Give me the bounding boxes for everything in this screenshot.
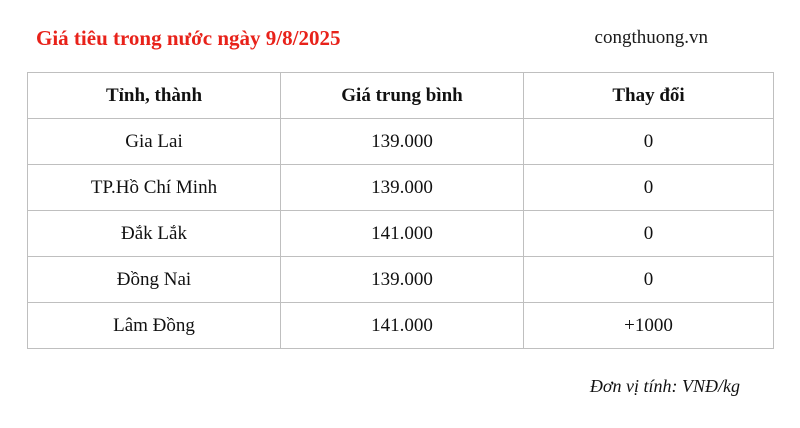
cell-change: 0 <box>524 211 774 257</box>
table-header-row <box>28 73 774 119</box>
cell-province: Đồng Nai <box>28 257 281 303</box>
cell-price: 141.000 <box>281 211 524 257</box>
cell-province: Đắk Lắk <box>28 211 281 257</box>
table-row <box>28 119 774 165</box>
cell-province: Gia Lai <box>28 119 281 165</box>
cell-change: 0 <box>524 165 774 211</box>
cell-price: 139.000 <box>281 257 524 303</box>
cell-change: +1000 <box>524 303 774 349</box>
cell-price: 139.000 <box>281 119 524 165</box>
cell-price: 141.000 <box>281 303 524 349</box>
cell-change: 0 <box>524 119 774 165</box>
cell-price: 139.000 <box>281 165 524 211</box>
table-container <box>27 72 773 349</box>
unit-note: Đơn vị tính: VNĐ/kg <box>589 376 740 396</box>
cell-province: Lâm Đồng <box>28 303 281 349</box>
cell-change: 0 <box>524 257 774 303</box>
column-header-change: Thay đổi <box>524 73 774 119</box>
table-row <box>28 257 774 303</box>
document-header <box>0 20 800 56</box>
table-row <box>28 165 774 211</box>
table-row <box>28 211 774 257</box>
cell-province: TP.Hồ Chí Minh <box>28 165 281 211</box>
table-header-row-group <box>28 73 774 119</box>
table-row <box>28 303 774 349</box>
column-header-province: Tỉnh, thành <box>28 73 281 119</box>
source-brand: congthuong.vn <box>594 27 708 48</box>
pepper-price-table <box>27 72 774 349</box>
page-title: Giá tiêu trong nước ngày 9/8/2025 <box>36 25 341 50</box>
column-header-average-price: Giá trung bình <box>281 73 524 119</box>
table-body <box>28 119 774 349</box>
